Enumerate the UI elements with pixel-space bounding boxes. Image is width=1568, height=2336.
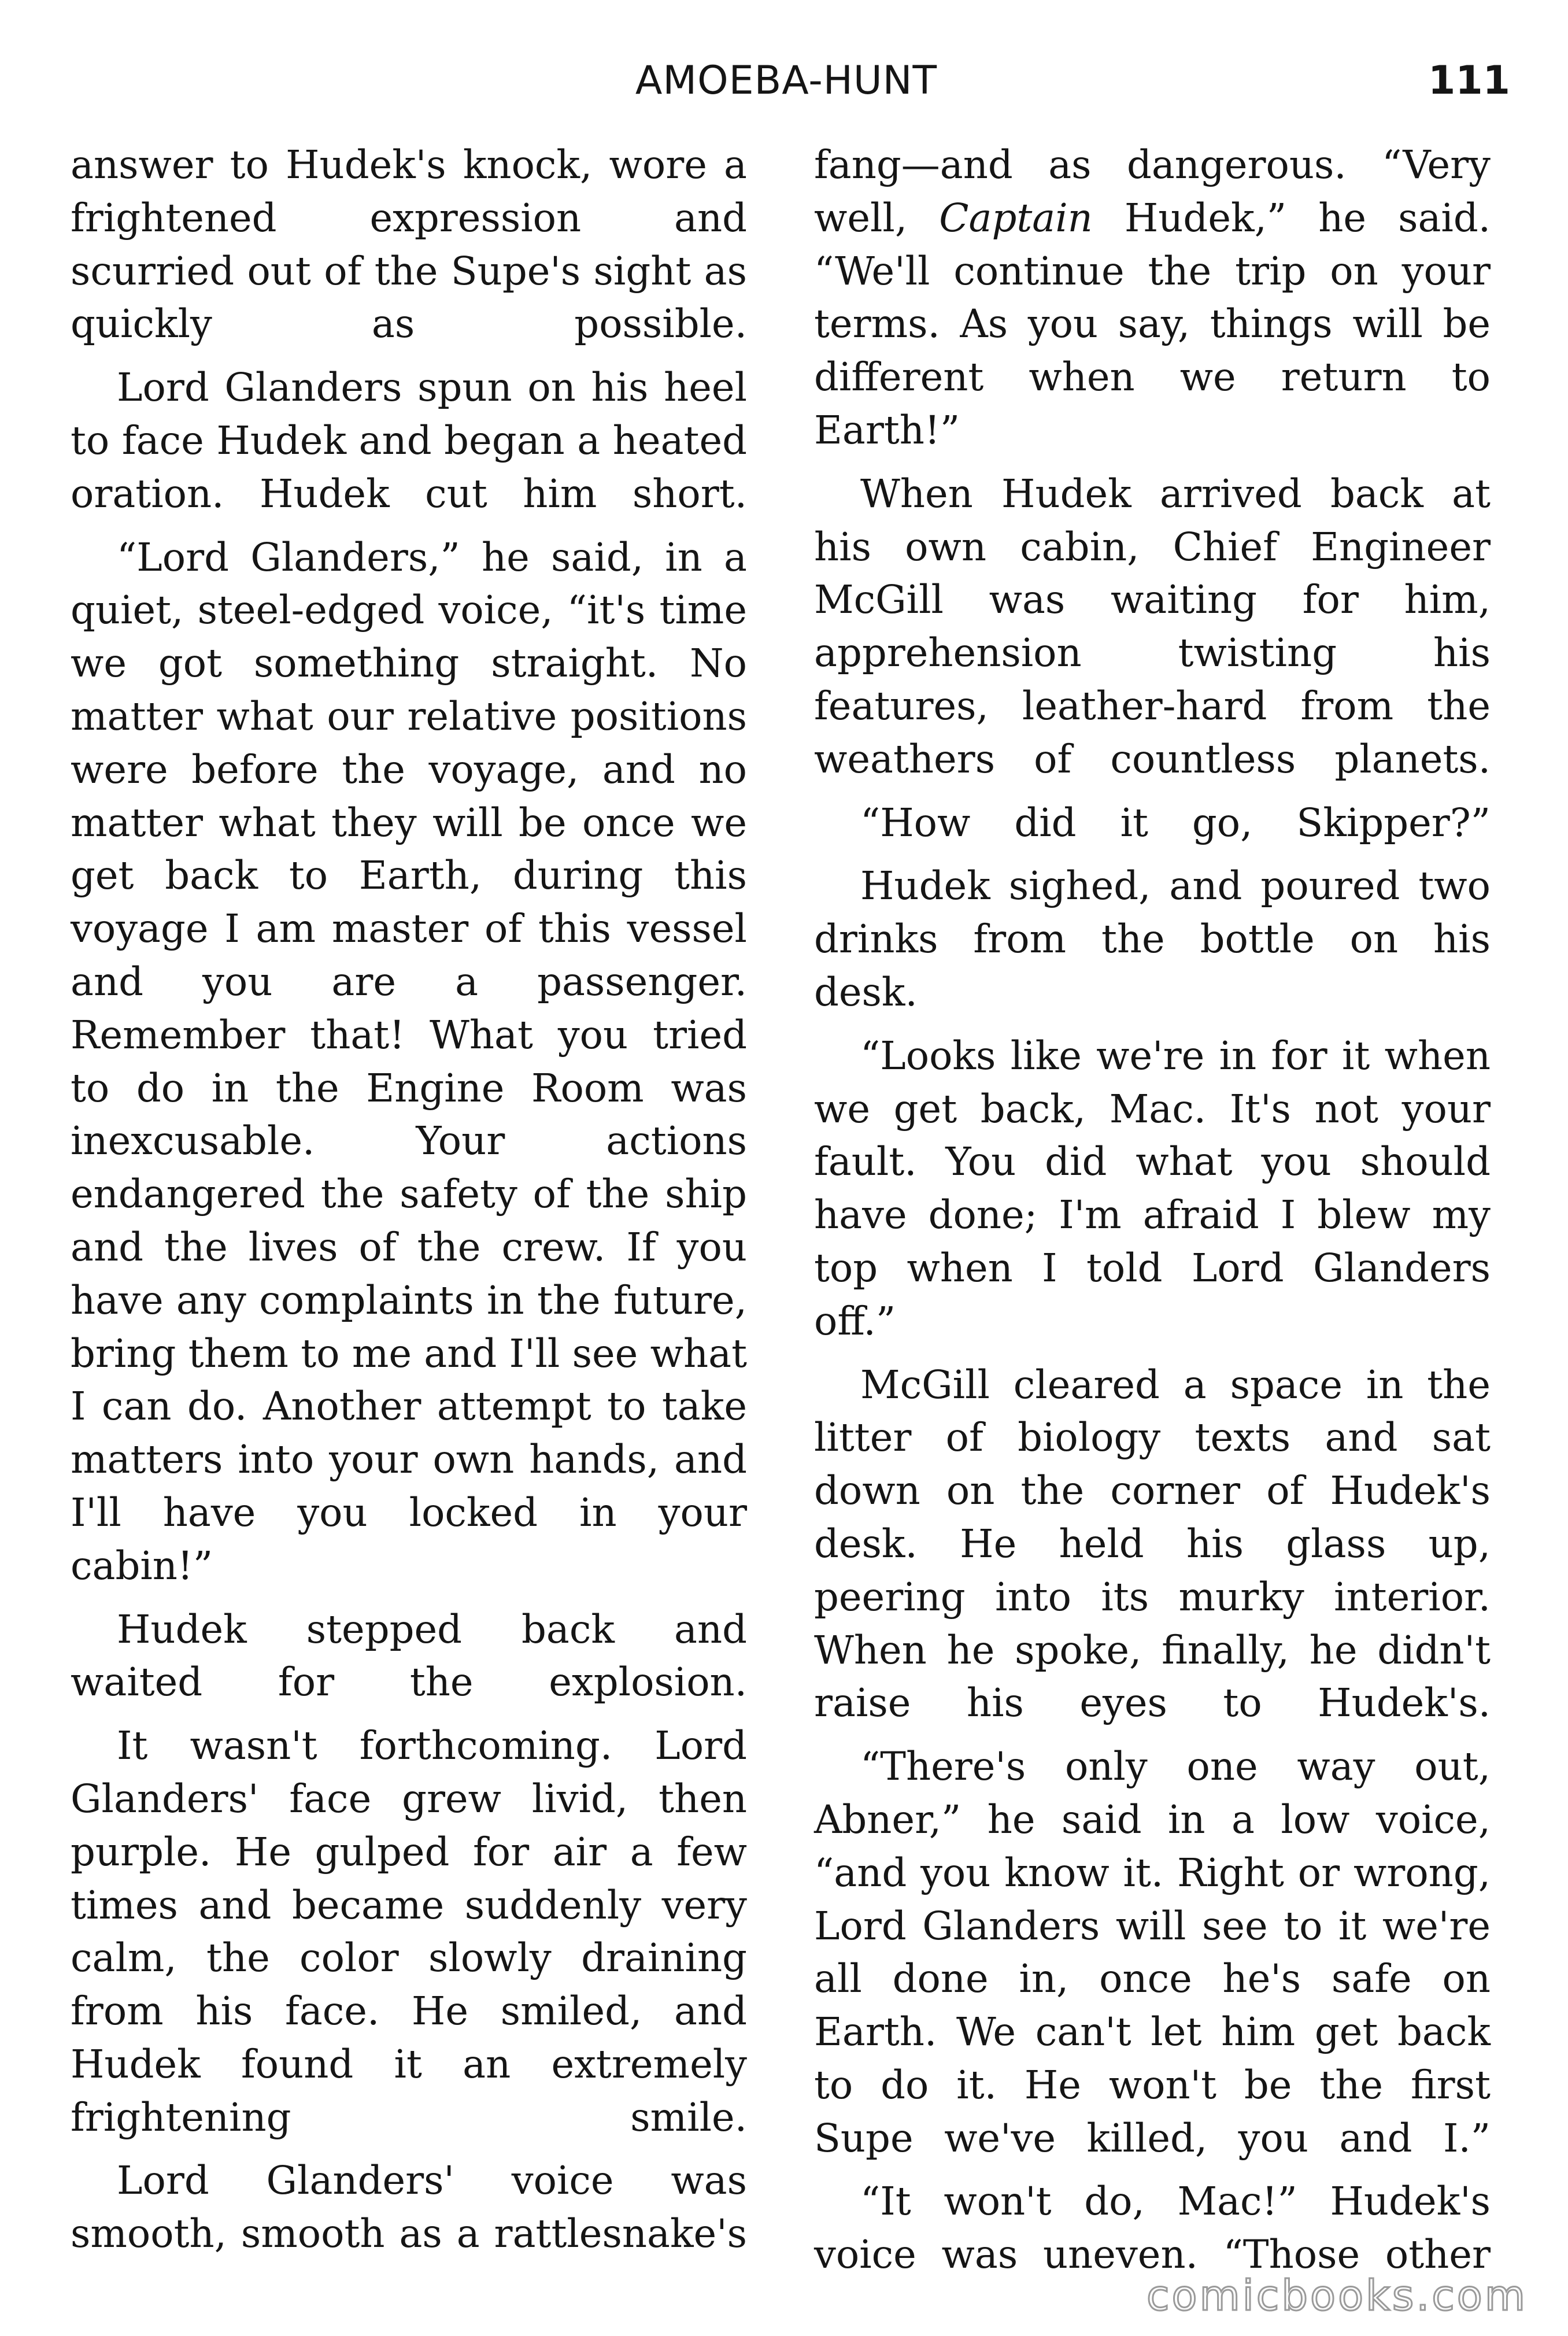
paragraph: “Looks like we're in for it when we get back, Mac. It's not your fault. You did what you should have done; I'm afraid I blew my top when I told Lord Glanders off.” — [814, 1033, 1491, 1344]
paragraph: Lord Glanders' voice was smooth, smooth as a rattlesnake's — [71, 2158, 747, 2257]
paragraph: “How did it go, Skipper?” — [860, 800, 1491, 845]
left-column — [71, 139, 747, 2271]
paragraph: Hudek stepped back and waited for the explosion. — [71, 1606, 747, 1705]
page-number: 111 — [1428, 58, 1510, 104]
paragraph: answer to Hudek's knock, wore a frightened expression and scurried out of the Supe's sight as quickly as possible. — [71, 142, 747, 347]
paragraph: fang—and as dangerous. “Very well, Captain Hudek,” he said. “We'll continue the trip on your terms. As you say, things will be different when we return to Earth!” — [814, 142, 1491, 453]
italic-word: Captain — [939, 195, 1093, 241]
paragraph: “Lord Glanders,” he said, in a quiet, steel-edged voice, “it's time we got something straight. No matter what our relative positions were before the voyage, and no matter what they will be once we get back to Earth, during this voyage I am master of this vessel and you are a passenger. Remember that! What you tried to do in the Engine Room was inexcusable. Your actions endangered the safety of the ship and the lives of the crew. If you have any complaints in the future, bring them to me and I'll see what I can do. Another attempt to take matters into your own hands, and I'll have you locked in your cabin!” — [71, 534, 747, 1588]
right-column — [814, 139, 1491, 2292]
running-title: AMOEBA-HUNT — [635, 58, 938, 104]
paragraph: McGill cleared a space in the litter of biology texts and sat down on the corner of Hudek's desk. He held his glass up, peering into its murky interior. When he spoke, finally, he didn't raise his eyes to Hudek's. — [814, 1362, 1491, 1726]
paragraph: “It won't do, Mac!” Hudek's voice was uneven. “Those other — [814, 2179, 1491, 2278]
watermark-text: comicbooks.com — [1146, 2271, 1528, 2320]
page-header — [0, 58, 1568, 116]
paragraph: Lord Glanders spun on his heel to face Hudek and began a heated oration. Hudek cut him short. — [71, 365, 747, 516]
paragraph: When Hudek arrived back at his own cabin, Chief Engineer McGill was waiting for him, apprehension twisting his features, leather-hard from the weathers of countless planets. — [814, 471, 1491, 782]
paragraph: It wasn't forthcoming. Lord Glanders' face grew livid, then purple. He gulped for air a few times and became suddenly very calm, the color slowly draining from his face. He smiled, and Hudek found it an extremely frightening smile. — [71, 1723, 747, 2140]
paragraph: “There's only one way out, Abner,” he said in a low voice, “and you know it. Right or wrong, Lord Glanders will see to it we're all done in, once he's safe on Earth. We can't let him get back to do it. He won't be the first Supe we've killed, you and I.” — [814, 1744, 1491, 2161]
paragraph: Hudek sighed, and poured two drinks from the bottle on his desk. — [814, 863, 1491, 1015]
